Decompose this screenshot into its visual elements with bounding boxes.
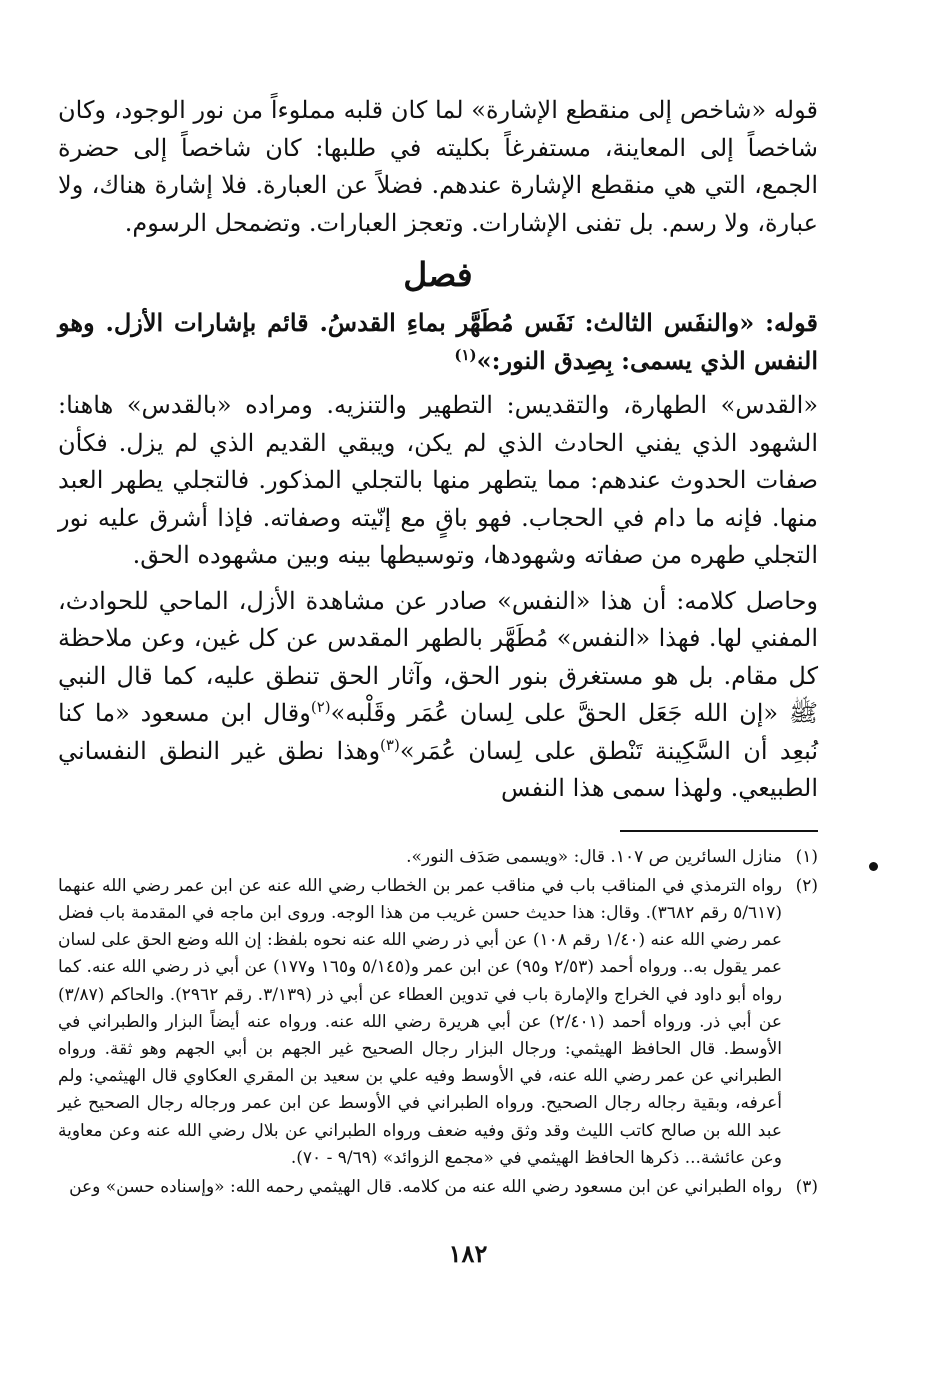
footnote-marker-1: (١) bbox=[454, 345, 477, 364]
page-body bbox=[58, 92, 818, 1203]
paragraph-4-part-a: وحاصل كلامه: أن هذا «النفس» صادر عن مشاهدة الأزل، الماحي للحوادث، المفني لها. فهذا «النفس» مُطَهَّر بالطهر المقدس عن كل غين، وعن ملاحظة كل مقام. بل هو مستغرق بنور الحق، وآثار الحق تنطق عليه، كما قال النبي ﷺ «إن الله جَعَل الحقَّ على لِسان عُمَر وقَلْبه» bbox=[58, 586, 818, 727]
paragraph-2 bbox=[58, 304, 818, 379]
paragraph-4-part-c: وهذا نطق غير النطق النفساني الطبيعي. ولهذا سمى هذا النفس bbox=[58, 736, 818, 802]
margin-dot bbox=[869, 862, 878, 871]
footnote-1 bbox=[58, 844, 818, 871]
footnote-marker-2: (٢) bbox=[310, 698, 331, 716]
paragraph-4-content bbox=[58, 583, 818, 808]
footnote-3 bbox=[58, 1174, 818, 1201]
footnotes bbox=[58, 844, 818, 1202]
paragraph-1-text: قوله «شاخص إلى منقطع الإشارة» لما كان قلبه مملوءاً من نور الوجود، وكان شاخصاً إلى المعاينة، مستفرغاً بكليته في طلبها: كان شاخصاً إلى حضرة الجمع، التي هي منقطع الإشارة عندهم. فضلاً عن العبارة. فلا إشارة هناك، ولا عبارة، ولا رسم. بل تفنى الإشارات. وتعجز العبارات. وتضمحل الرسوم. bbox=[58, 96, 818, 237]
page-number: ١٨٢ bbox=[448, 1239, 488, 1268]
paragraph-1 bbox=[58, 92, 818, 242]
paragraph-2-text: قوله: «والنفَس الثالث: نَفَس مُطَهَّر بماءِ القدسُ. قائم بإشارات الأزل. وهو النفس الذي يسمى: بِصِدق النور:» bbox=[58, 308, 818, 375]
footnote-text: رواه الترمذي في المناقب باب في مناقب عمر بن الخطاب رضي الله عنه عن ابن عمر رضي الله عنهما (٥/٦١٧ رقم ٣٦٨٢). وقال: هذا حديث حسن غريب من هذا الوجه. وروى ابن ماجه في المقدمة باب فضل عمر رضي الله عنه (١/٤٠ رقم ١٠٨) عن أبي ذر رضي الله عنه نحوه بلفظ: إن الله وضع الحق على لسان عمر يقول به.. ورواه أحمد (٢/٥٣ و٩٥) عن ابن عمر و(٥/١٤٥ و١٦٥ و١٧٧) عن أبي ذر رضي الله عنه. كما رواه أبو داود في الخراج والإمارة باب في تدوين العطاء عن أبي ذر (٣/١٣٩. رقم ٢٩٦٢). والحاكم (٣/٨٧) عن أبي ذر. ورواه أحمد (٢/٤٠١) عن أبي هريرة رضي الله عنه. ورواه عنه أيضاً البزار والطبراني في الأوسط. قال الحافظ الهيثمي: ورجال البزار رجال الصحيح غير الجهم بن أبي الجهم وهو ثقة. ورواه الطبراني عن عمر رضي الله عنه، في الأوسط وفيه علي بن سعيد بن المقري العكاوي قال الهيثمي: ولم أعرفه، وبقية رجاله رجال الصحيح. ورواه الطبراني في الأوسط عن ابن عمر ورجاله رجال الصحيح غير عبد الله بن صالح كاتب الليث وقد وثق وفيه ضعف ورواه الطبراني عن بلال رضي الله عنه وعن معاوية وعن عائشة... ذكرها الحافظ الهيثمي في «مجمع الزوائد» (٩/٦٩ - ٧٠). bbox=[58, 875, 782, 1168]
footnote-2 bbox=[58, 873, 818, 1172]
paragraph-4-part-b: وقال ابن مسعود «ما كنا نُبعِد أن السَّكِينة تَنْطق على لِسان عُمَر» bbox=[58, 699, 819, 765]
paragraph-3 bbox=[58, 387, 818, 575]
paragraph-4 bbox=[58, 583, 818, 808]
paragraph-3-text: «القدس» الطهارة، والتقديس: التطهير والتنزيه. ومراده «بالقدس» هاهنا: الشهود الذي يفني الحادث الذي لم يكن، ويبقي القديم الذي لم يزل. فكأن صفات الحدوث عندهم: مما يتطهر منها بالتجلي المذكور. فالتجلي يطهر العبد منها. فإنه ما دام في الحجاب. فهو باقٍ مع إنّيته وصفاته. فإذا أشرق عليه نور التجلي طهره من صفاته وشهودها، وتوسيطها بينه وبين مشهوده الحق. bbox=[58, 391, 819, 569]
footnote-marker-3: (٣) bbox=[380, 735, 400, 754]
footnote-number: (٣) bbox=[795, 1176, 818, 1197]
footnote-text: منازل السائرين ص ١٠٧. قال: «ويسمى صَدَف النور». bbox=[406, 846, 782, 867]
footnote-divider bbox=[620, 830, 818, 832]
section-heading: فصل bbox=[403, 255, 473, 294]
footnote-text: رواه الطبراني عن ابن مسعود رضي الله عنه من كلامه. قال الهيثمي رحمه الله: «وإسناده حسن» وعن bbox=[69, 1176, 782, 1197]
footnote-number: (١) bbox=[795, 846, 818, 867]
paragraph-2-content bbox=[58, 304, 818, 379]
footnote-number: (٢) bbox=[795, 875, 818, 896]
